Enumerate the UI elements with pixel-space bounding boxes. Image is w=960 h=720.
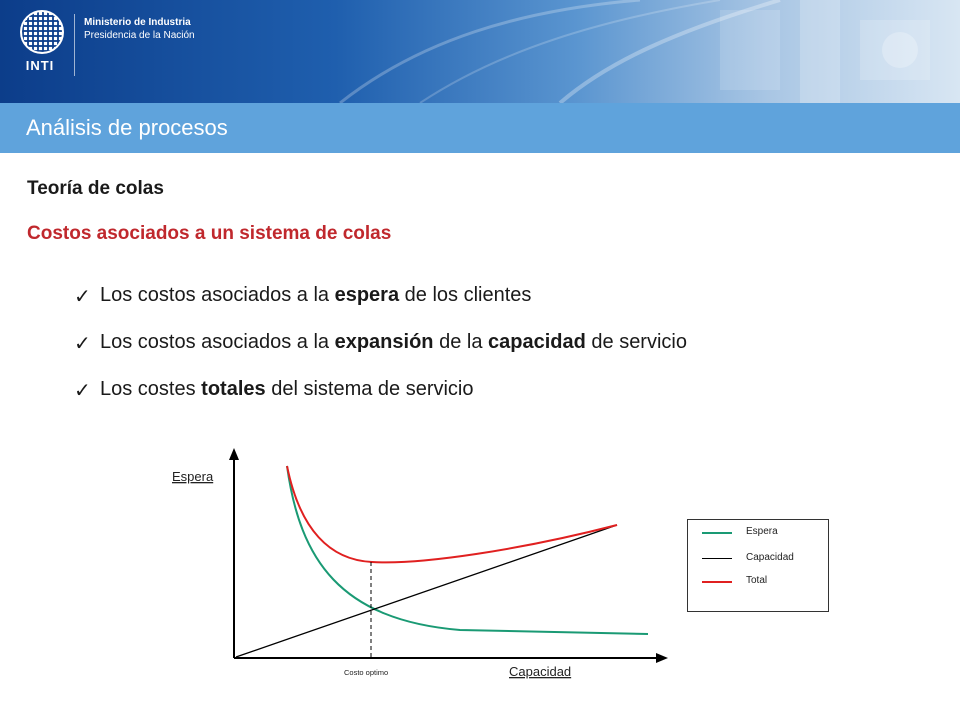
slide-subheading: Costos asociados a un sistema de colas [27,223,392,244]
bullet-text: Los costes totales del sistema de servicio [100,378,474,400]
section-title: Análisis de procesos [26,115,228,140]
inti-logo [14,10,74,94]
ministry-line2: Presidencia de la Nación [84,30,195,41]
legend-swatch [702,581,732,583]
section-bar [0,103,960,153]
legend-swatch [702,558,732,559]
ministry-label [84,16,195,42]
checkmark-icon: ✓ [74,333,91,355]
x-axis-label: Capacidad [509,664,572,679]
checkmark-icon: ✓ [74,286,91,308]
y-axis-label: Espera [172,469,214,484]
chart-legend [687,519,829,612]
legend-label: Total [746,575,768,586]
optimum-annotation: Costo optimo [344,668,389,677]
slide-heading: Teoría de colas [27,178,164,199]
logo-text: INTI [25,58,55,73]
logo-divider [74,14,75,76]
ministry-line1: Ministerio de Industria [84,17,191,28]
legend-swatch [702,532,732,534]
legend-label: Capacidad [746,552,794,563]
series-total-line [287,466,617,562]
legend-label: Espera [746,526,778,537]
series-capacidad-line [236,525,617,657]
x-axis-arrow-icon [656,653,668,663]
series-espera-line [287,466,648,634]
logo-grid-icon [20,10,64,54]
checkmark-icon: ✓ [74,380,91,402]
bullet-text: Los costos asociados a la espera de los clientes [100,284,532,306]
bullet-text: Los costos asociados a la expansión de la capacidad de servicio [100,331,687,353]
header-banner [0,0,960,103]
y-axis-arrow-icon [229,448,239,460]
